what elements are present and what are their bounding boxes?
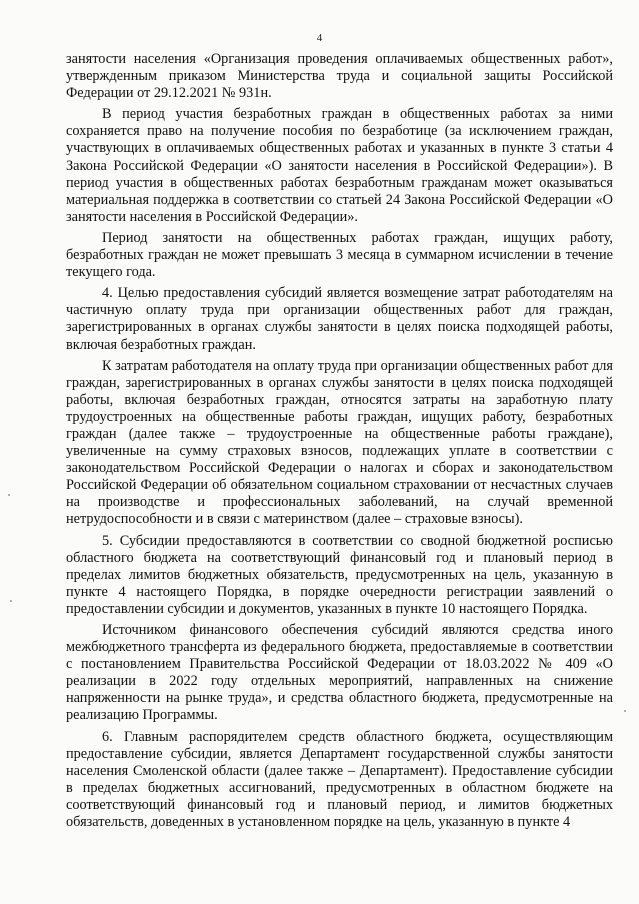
paragraph-item-5: 5. Субсидии предоставляются в соответствии со сводной бюджетной росписью областного бюджета на соответствующий финансовый год и плановый период в пределах лимитов бюджетных обязательств, предусмотренных на цель, указанную в пункте 4 настоящего Порядка, в порядке очередности регистрации заявлений о предоставлении субсидии и документов, указанных в пункте 10 настоящего Порядка.: [66, 532, 613, 617]
paragraph-funding-source: Источником финансового обеспечения субсидий являются средства иного межбюджетного трансферта из федерального бюджета, предоставляемые в соответствии с постановлением Правительства Российской Федерации от 18.03.2022 № 409 «О реализации в 2022 году отдельных мероприятий, направленных на снижение напряженности на рынке труда», и средства областного бюджета, предусмотренные на реализацию Программы.: [66, 622, 613, 724]
paragraph-unemployment-benefit: В период участия безработных граждан в общественных работах за ними сохраняется право на получение пособия по безработице (за исключением граждан, участвующих в оплачиваемых общественных работах и указанных в пункте 3 статьи 4 Закона Российской Федерации «О занятости населения в Российской Федерации»). В период участия в общественных работах безработным гражданам может оказываться материальная поддержка в соответствии со статьей 24 Закона Российской Федерации «О занятости населения в Российской Федерации».: [66, 106, 613, 225]
paragraph-item-6: 6. Главным распорядителем средств областного бюджета, осуществляющим предоставление субсидии, является Департамент государственной службы занятости населения Смоленской области (далее также – Департамент). Предоставление субсидии в пределах бюджетных ассигнований, предусмотренных в областном бюджете на соответствующий финансовый год и плановый период, и лимитов бюджетных обязательств, доведенных в установленном порядке на цель, указанную в пункте 4: [66, 728, 613, 831]
scan-speck: [8, 494, 10, 496]
page-number: 4: [316, 32, 323, 44]
paragraph-item-4: 4. Целью предоставления субсидий является возмещение затрат работодателям на частичную оплату труда при организации общественных работ для граждан, зарегистрированных в органах службы занятости в целях поиска подходящей работы, включая безработных граждан.: [66, 285, 613, 353]
paragraph-employment-period: Период занятости на общественных работах граждан, ищущих работу, безработных граждан не может превышать 3 месяца в суммарном исчислении в течение текущего года.: [66, 229, 613, 281]
document-body: [66, 51, 613, 831]
paragraph-continuation: занятости населения «Организация проведения оплачиваемых общественных работ», утвержденным приказом Министерства труда и социальной защиты Российской Федерации от 29.12.2021 № 931н.: [66, 51, 613, 102]
scan-speck: [624, 710, 626, 712]
scan-speck: [10, 600, 12, 602]
paragraph-employer-costs: К затратам работодателя на оплату труда при организации общественных работ для граждан, зарегистрированных в органах службы занятости в целях поиска подходящей работы, включая безработных граждан, относятся затраты на заработную плату трудоустроенных на общественные работы граждан, ищущих работу, безработных граждан (далее также – трудоустроенные на общественные работы граждане), увеличенные на сумму страховых взносов, подлежащих уплате в соответствии с законодательством Российской Федерации о налогах и сборах и законодательством Российской Федерации об обязательном социальном страховании от несчастных случаев на производстве и профессиональных заболеваний, на случай временной нетрудоспособности и в связи с материнством (далее – страховые взносы).: [66, 357, 613, 528]
